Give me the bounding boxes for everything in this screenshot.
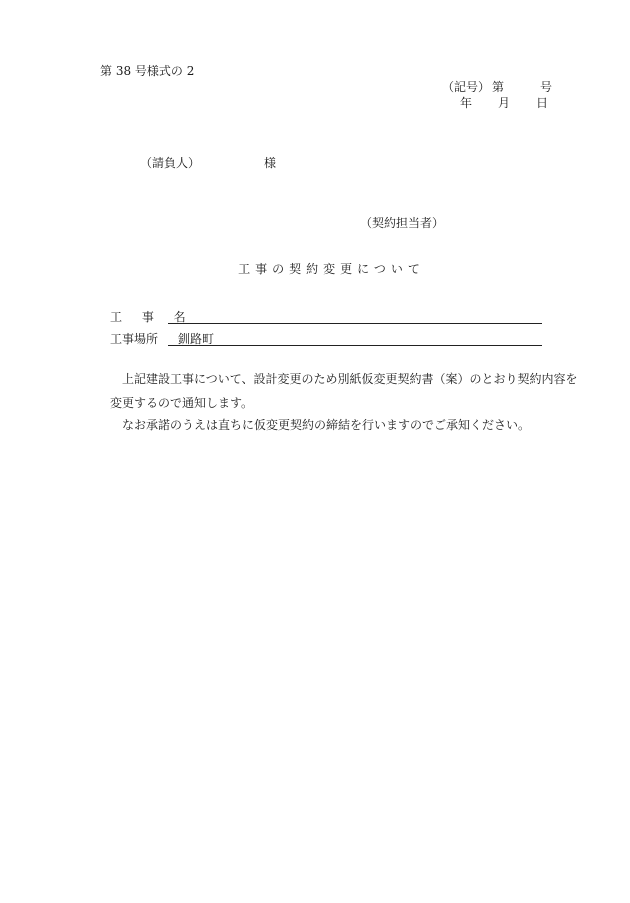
construction-name-field (168, 309, 542, 324)
year-label: 年 (460, 96, 473, 110)
contract-officer-label: （契約担当者） (360, 216, 445, 230)
construction-place-value: 釧路町 (178, 332, 215, 346)
construction-name-label: 工 事 名 (110, 310, 194, 324)
contractor-label: （請負人） (140, 156, 201, 170)
construction-place-label: 工事場所 (110, 332, 159, 346)
month-label: 月 (498, 96, 511, 110)
reference-number-prefix: 第 (492, 80, 505, 94)
day-label: 日 (536, 96, 549, 110)
reference-number-suffix: 号 (540, 80, 553, 94)
reference-number-row (442, 80, 552, 94)
reference-label: （記号） (442, 80, 491, 94)
body-text-line-2: 変更するので通知します。 (110, 396, 254, 410)
body-text-line-3: なお承諾のうえは直ちに仮変更契約の締結を行いますのでご承知ください。 (122, 418, 531, 432)
document-title: 工事の契約変更について (238, 262, 425, 276)
body-text-line-1: 上記建設工事について、設計変更のため別紙仮変更契約書（案）のとおり契約内容を (122, 372, 578, 386)
date-row (460, 96, 548, 110)
honorific: 様 (264, 156, 277, 170)
addressee (140, 156, 276, 170)
construction-place-field (168, 331, 542, 346)
form-number: 第 38 号様式の 2 (100, 64, 195, 78)
